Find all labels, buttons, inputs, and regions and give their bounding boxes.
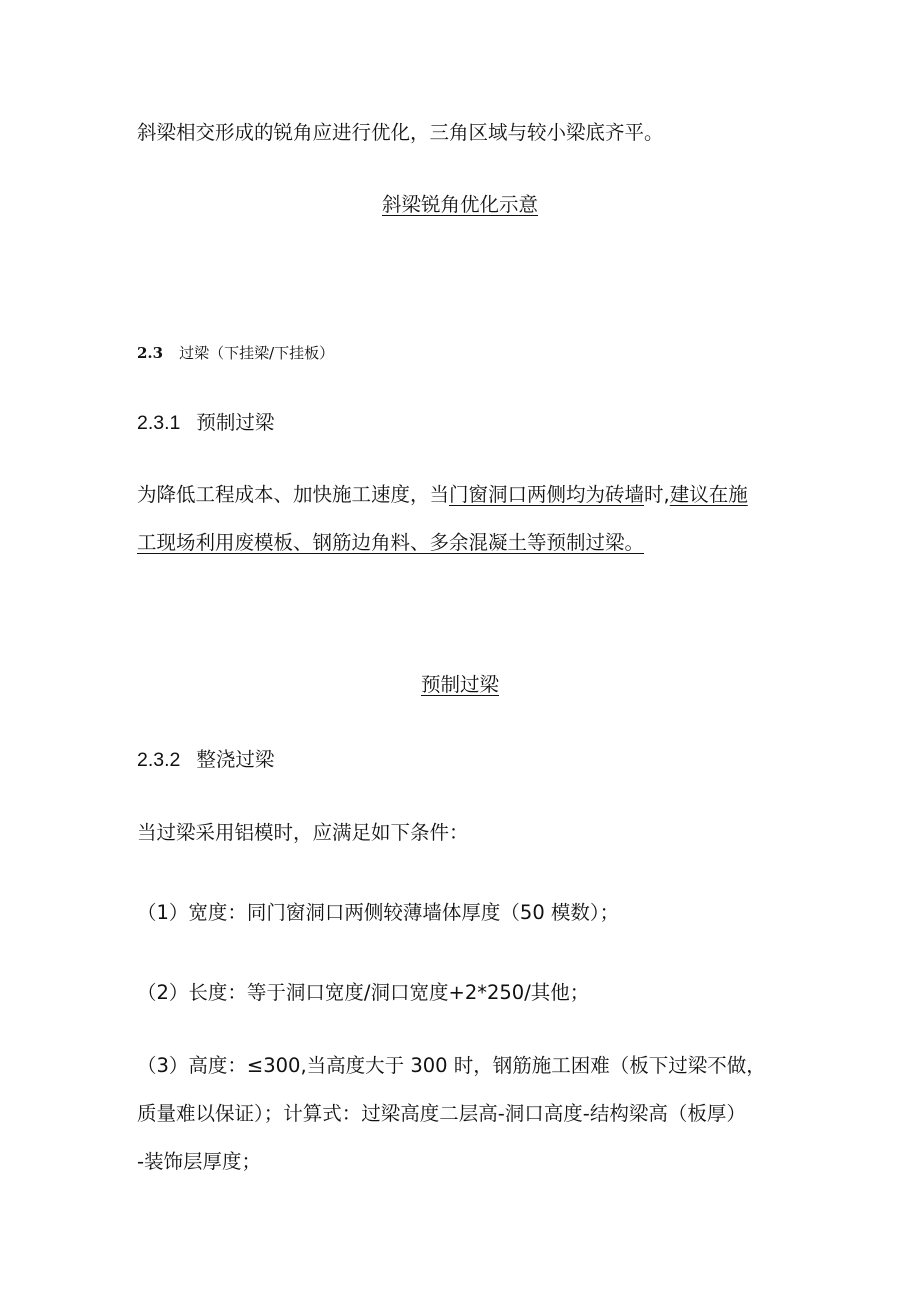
list-item-length: （2）长度：等于洞口宽度/洞口宽度+2*250/其他； — [137, 981, 590, 1004]
list-item-width: （1）宽度：同门窗洞口两侧较薄墙体厚度（50 模数）； — [137, 901, 620, 924]
caption-text: 斜梁锐角优化示意 — [381, 193, 538, 216]
heading-2-3-2 — [137, 747, 790, 773]
heading-title: 整浇过梁 — [196, 748, 275, 771]
underlined-segment: 工现场利用废模板、钢筋边角料、多余混凝土等预制过梁。 — [137, 531, 645, 554]
paragraph-precast-line-2 — [137, 530, 790, 556]
list-item-height-line-2: 质量难以保证）；计算式：过梁高度二层高-洞口高度-结构梁高（板厚） — [137, 1102, 746, 1125]
heading-number: 2.3.2 — [137, 749, 181, 771]
heading-2-3 — [137, 340, 790, 366]
paragraph-beam-optimization: 斜梁相交形成的锐角应进行优化，三角区域与较小梁底齐平。 — [137, 121, 664, 144]
heading-number: 2.3 — [137, 344, 164, 362]
figure-caption-precast-lintel — [0, 672, 920, 698]
underlined-segment: 建议在施 — [669, 483, 748, 506]
underlined-segment: 门窗洞口两侧均为砖墙 — [449, 483, 645, 506]
paragraph-precast-line-1 — [137, 482, 790, 508]
heading-title: 预制过梁 — [196, 411, 275, 434]
heading-number: 2.3.1 — [137, 412, 181, 434]
text-segment: 为降低工程成本、加快施工速度，当 — [137, 483, 450, 506]
text-segment: 时, — [644, 483, 670, 506]
list-item-height-line-1: （3）高度：≤300,当高度大于 300 时，钢筋施工困难（板下过梁不做， — [137, 1054, 766, 1077]
caption-text: 预制过梁 — [420, 673, 499, 696]
heading-title: 过梁（下挂梁/下挂板） — [179, 344, 335, 362]
heading-2-3-1 — [137, 410, 790, 436]
paragraph-aluminum-formwork: 当过梁采用铝模时，应满足如下条件： — [137, 821, 469, 844]
figure-caption-oblique-beam — [0, 192, 920, 218]
list-item-height-line-3: -装饰层厚度； — [137, 1150, 262, 1173]
